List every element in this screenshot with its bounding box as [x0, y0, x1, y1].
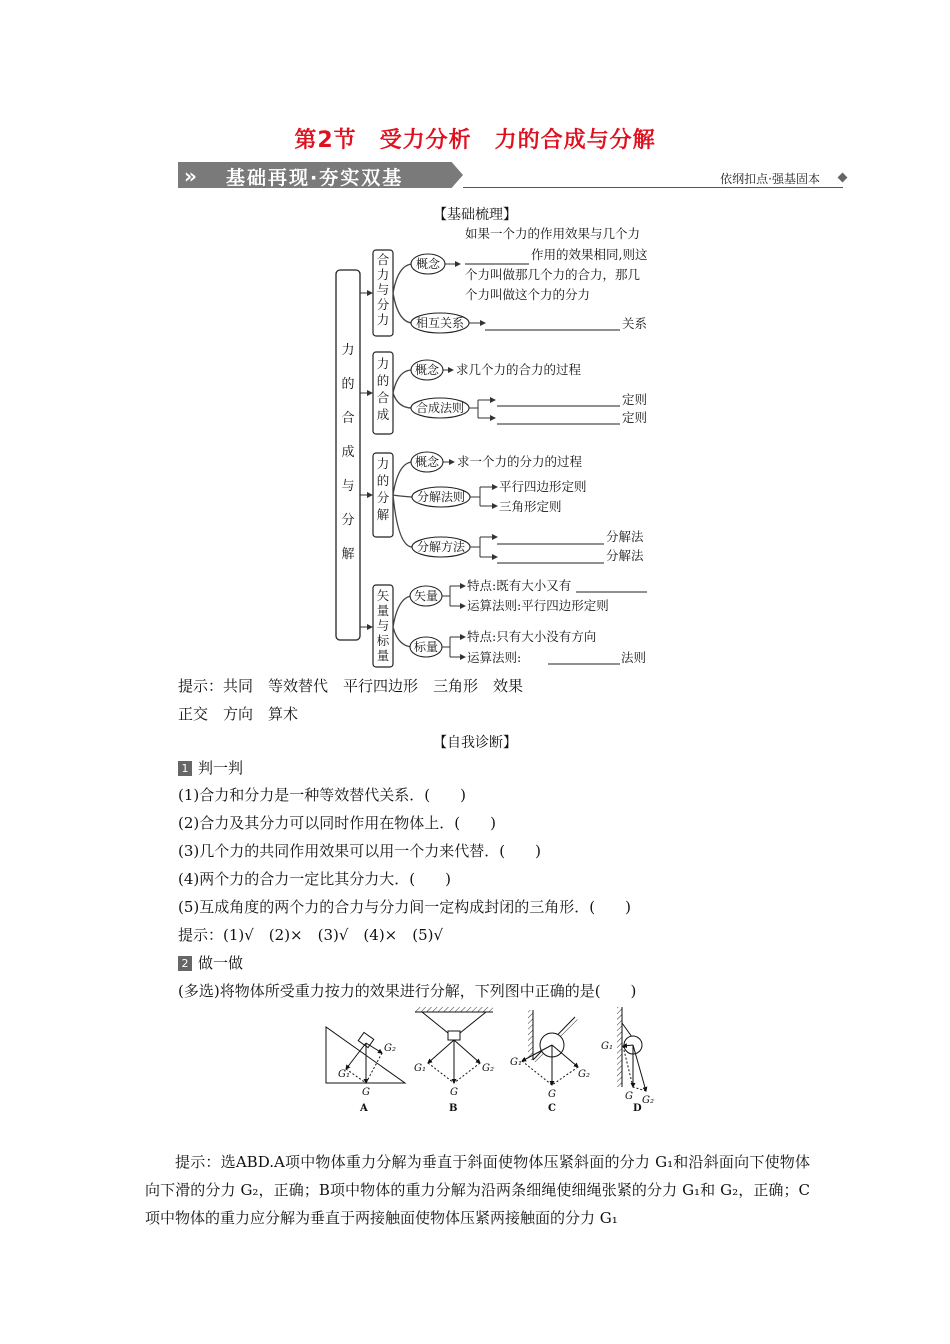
- answer-explanation: 提示：选ABD.A项中物体重力分解为垂直于斜面使物体压紧斜面的分力 G₁和沿斜面向下使物体向下滑的分力 G₂，正确；B项中物体的重力分解为沿两条细绳使细绳张紧的分力 G₁和 G₂，正确；C项中物体的重力应分解为垂直于两接触面使物体压紧两接触面的分力 G₁: [145, 1153, 810, 1227]
- concept-map: [320, 222, 660, 672]
- label-g2: G₂: [384, 1043, 396, 1054]
- branch-label-char: 与: [376, 282, 390, 297]
- root-label-char: 解: [341, 547, 355, 562]
- diamond-icon: [838, 173, 848, 183]
- diagram-c: [522, 1010, 579, 1085]
- scalar-tail: 法则: [621, 650, 647, 665]
- do-heading: [178, 952, 243, 973]
- judge-item-3: (3)几个力的共同作用效果可以用一个力来代替．( ): [178, 842, 541, 860]
- root-label-char: 力: [341, 343, 355, 358]
- concept-text-line: 个力叫做那几个力的合力，那几: [465, 267, 641, 282]
- rule-parallelogram: 平行四边形定则: [499, 479, 587, 494]
- section-heading-diagnosis: 【自我诊断】: [433, 735, 517, 751]
- judge-heading: [178, 757, 243, 778]
- judge-title: 判一判: [198, 759, 244, 777]
- judge-hint: 提示：(1)√ (2)× (3)√ (4)× (5)√: [178, 926, 444, 944]
- branch-label-char: 矢: [376, 588, 390, 603]
- vector-feature: 特点:既有大小又有: [467, 578, 572, 593]
- section-heading-basics: 【基础梳理】: [433, 207, 517, 223]
- concept-text-line: 如果一个力的作用效果与几个力: [465, 226, 641, 241]
- oval-vector: 矢量: [413, 589, 439, 603]
- label-g2: G₂: [482, 1063, 494, 1074]
- branch-label-char: 合: [376, 252, 390, 267]
- root-label-char: 成: [341, 445, 355, 460]
- composition-concept-text: 求几个力的合力的过程: [456, 362, 582, 377]
- vector-rule: 运算法则:平行四边形定则: [467, 598, 609, 613]
- oval-decomposition-rule: 分解法则: [416, 490, 466, 504]
- oval-relation: 相互关系: [415, 316, 465, 330]
- section-banner: [178, 162, 848, 190]
- label-a: A: [360, 1103, 368, 1114]
- concept-text-line: 作用的效果相同,则这: [531, 247, 648, 262]
- branch-label-char: 成: [376, 407, 390, 422]
- oval-concept: 概念: [414, 455, 440, 469]
- root-label-char: 与: [341, 479, 355, 494]
- oval-composition-rule: 合成法则: [415, 401, 465, 415]
- label-g1: G₁: [338, 1069, 350, 1080]
- branch-label-char: 量: [376, 648, 390, 663]
- page-title: 第2节 受力分析 力的合成与分解: [294, 128, 656, 153]
- oval-scalar: 标量: [413, 640, 439, 654]
- banner-title: 基础再现·夯实双基: [226, 167, 404, 189]
- label-g1: G₁: [601, 1041, 613, 1052]
- judge-item-5: (5)互成角度的两个力的合力与分力间一定构成封闭的三角形．( ): [178, 898, 631, 916]
- branch-label-char: 力: [376, 456, 390, 471]
- rule-tail: 定则: [622, 392, 648, 407]
- number-badge: 2: [178, 956, 192, 971]
- root-label-char: 的: [341, 377, 355, 392]
- branch-label-char: 与: [376, 618, 390, 633]
- rule-tail: 定则: [622, 410, 648, 425]
- force-diagrams: [320, 1005, 670, 1117]
- hint-1-line-2: 正交 方向 算术: [178, 705, 299, 723]
- decomposition-concept-text: 求一个力的分力的过程: [457, 454, 583, 469]
- branch-label-char: 合: [376, 390, 390, 405]
- label-g2: G₂: [578, 1069, 590, 1080]
- oval-concept: 概念: [414, 363, 440, 377]
- root-label-char: 分: [341, 513, 355, 528]
- branch-label-char: 分: [376, 490, 390, 505]
- scalar-rule: 运算法则:: [467, 650, 522, 665]
- label-g: G: [625, 1091, 633, 1102]
- label-g: G: [362, 1087, 370, 1098]
- judge-item-1: (1)合力和分力是一种等效替代关系．( ): [178, 786, 466, 804]
- branch-label-char: 标: [376, 633, 390, 648]
- method-tail: 分解法: [606, 548, 644, 563]
- branch-label-char: 解: [376, 507, 390, 522]
- method-tail: 分解法: [606, 529, 644, 544]
- chevron-right-icon: »: [184, 164, 197, 188]
- branch-label-char: 分: [376, 297, 390, 312]
- label-c: C: [548, 1103, 556, 1114]
- branch-label-char: 力: [376, 356, 390, 371]
- oval-decomposition-method: 分解方法: [416, 540, 466, 554]
- hint-1-line-1: 提示：共同 等效替代 平行四边形 三角形 效果: [178, 677, 524, 695]
- label-g2: G₂: [642, 1095, 654, 1106]
- scalar-feature: 特点:只有大小没有方向: [467, 629, 597, 644]
- concept-text-line: 个力叫做这个力的分力: [465, 287, 591, 302]
- diagram-d: [617, 1007, 646, 1091]
- label-d: D: [633, 1103, 642, 1114]
- label-g: G: [450, 1087, 458, 1098]
- banner-divider: [463, 187, 843, 188]
- label-g1: G₁: [414, 1063, 426, 1074]
- do-question: (多选)将物体所受重力按力的效果进行分解，下列图中正确的是( ): [178, 982, 637, 1000]
- rule-triangle: 三角形定则: [499, 499, 562, 514]
- judge-item-4: (4)两个力的合力一定比其分力大．( ): [178, 870, 451, 888]
- oval-concept: 概念: [415, 257, 441, 271]
- branch-label-char: 力: [376, 267, 390, 282]
- branch-label-char: 的: [376, 373, 390, 388]
- label-g1: G₁: [510, 1057, 522, 1068]
- label-g: G: [548, 1089, 556, 1100]
- do-title: 做一做: [198, 954, 244, 972]
- branch-label-char: 量: [376, 603, 390, 618]
- judge-item-2: (2)合力及其分力可以同时作用在物体上．( ): [178, 814, 496, 832]
- branch-label-char: 的: [376, 473, 390, 488]
- relation-tail: 关系: [622, 316, 648, 331]
- branch-label-char: 力: [376, 312, 390, 327]
- number-badge: 1: [178, 761, 192, 776]
- label-b: B: [449, 1103, 458, 1114]
- root-label-char: 合: [341, 411, 355, 426]
- banner-subtitle: 依纲扣点·强基固本: [720, 172, 820, 186]
